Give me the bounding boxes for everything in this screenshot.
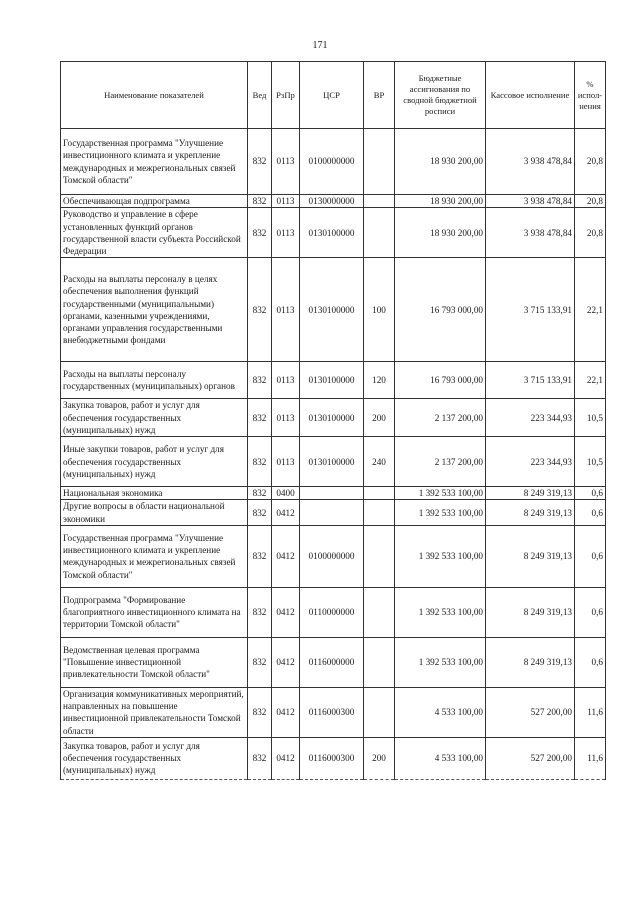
- budget-table: [60, 61, 606, 780]
- row-vr: [364, 195, 395, 208]
- row-cash-execution: 8 249 319,13: [486, 500, 575, 525]
- row-ved: 832: [248, 587, 272, 637]
- row-csr: 0100000000: [300, 525, 364, 587]
- row-name: Иные закупки товаров, работ и услуг для обеспечения государственных (муниципальных) нужд: [61, 437, 248, 487]
- row-budget-assignment: 2 137 200,00: [395, 399, 486, 437]
- row-budget-assignment: 4 533 100,00: [395, 737, 486, 779]
- header-ved: Вед: [248, 62, 272, 129]
- row-budget-assignment: 18 930 200,00: [395, 129, 486, 195]
- row-csr: [300, 500, 364, 525]
- table-row: [61, 687, 606, 737]
- row-ved: 832: [248, 437, 272, 487]
- row-rzpr: 0113: [272, 362, 300, 399]
- header-budget-assignments: Бюджетные ассигнования по сводной бюджетной росписи: [395, 62, 486, 129]
- table-row: [61, 129, 606, 195]
- row-vr: [364, 687, 395, 737]
- row-execution-percent: 0,6: [575, 525, 606, 587]
- row-name: Другие вопросы в области национальной экономики: [61, 500, 248, 525]
- table-row: [61, 399, 606, 437]
- row-csr: 0130100000: [300, 362, 364, 399]
- row-rzpr: 0412: [272, 637, 300, 687]
- row-vr: 200: [364, 737, 395, 779]
- row-execution-percent: 0,6: [575, 587, 606, 637]
- table-row: [61, 587, 606, 637]
- row-name: Ведомственная целевая программа "Повышение инвестиционной привлекательности Томской области": [61, 637, 248, 687]
- table-row: [61, 195, 606, 208]
- row-csr: 0130100000: [300, 399, 364, 437]
- row-cash-execution: 223 344,93: [486, 399, 575, 437]
- row-rzpr: 0412: [272, 525, 300, 587]
- row-ved: 832: [248, 399, 272, 437]
- table-header-row: [61, 62, 606, 129]
- row-ved: 832: [248, 637, 272, 687]
- row-cash-execution: 8 249 319,13: [486, 587, 575, 637]
- row-csr: [300, 487, 364, 500]
- header-execution-percent: % испол-нения: [575, 62, 606, 129]
- row-execution-percent: 22,1: [575, 362, 606, 399]
- row-execution-percent: 10,5: [575, 437, 606, 487]
- row-execution-percent: 22,1: [575, 258, 606, 362]
- row-name: Закупка товаров, работ и услуг для обеспечения государственных (муниципальных) нужд: [61, 737, 248, 779]
- row-cash-execution: 3 938 478,84: [486, 208, 575, 258]
- row-rzpr: 0412: [272, 737, 300, 779]
- row-csr: 0130100000: [300, 208, 364, 258]
- row-rzpr: 0412: [272, 587, 300, 637]
- row-budget-assignment: 2 137 200,00: [395, 437, 486, 487]
- row-execution-percent: 0,6: [575, 637, 606, 687]
- row-ved: 832: [248, 195, 272, 208]
- row-execution-percent: 20,8: [575, 129, 606, 195]
- row-cash-execution: 527 200,00: [486, 687, 575, 737]
- row-csr: 0100000000: [300, 129, 364, 195]
- row-csr: 0116000300: [300, 737, 364, 779]
- row-budget-assignment: 1 392 533 100,00: [395, 500, 486, 525]
- row-name: Государственная программа "Улучшение инвестиционного климата и укрепление международных и межрегиональных связей Томской области": [61, 129, 248, 195]
- row-execution-percent: 20,8: [575, 195, 606, 208]
- row-ved: 832: [248, 129, 272, 195]
- row-cash-execution: 3 938 478,84: [486, 195, 575, 208]
- row-name: Организация коммуникативных мероприятий, направленных на повышение инвестиционной привлекательности Томской области: [61, 687, 248, 737]
- row-name: Расходы на выплаты персоналу в целях обеспечения выполнения функций государственными (муниципальными) органами, казенными учреждениями, органами управления государственными внебюджетными фондами: [61, 258, 248, 362]
- row-execution-percent: 0,6: [575, 500, 606, 525]
- row-cash-execution: 8 249 319,13: [486, 637, 575, 687]
- row-budget-assignment: 1 392 533 100,00: [395, 487, 486, 500]
- row-execution-percent: 11,6: [575, 737, 606, 779]
- row-name: Государственная программа "Улучшение инвестиционного климата и укрепление международных и межрегиональных связей Томской области": [61, 525, 248, 587]
- row-rzpr: 0113: [272, 258, 300, 362]
- row-ved: 832: [248, 362, 272, 399]
- header-name: Наименование показателей: [61, 62, 248, 129]
- row-vr: [364, 500, 395, 525]
- row-cash-execution: 8 249 319,13: [486, 487, 575, 500]
- header-vr: ВР: [364, 62, 395, 129]
- row-budget-assignment: 18 930 200,00: [395, 195, 486, 208]
- row-cash-execution: 3 715 133,91: [486, 362, 575, 399]
- row-rzpr: 0113: [272, 208, 300, 258]
- row-vr: [364, 637, 395, 687]
- row-csr: 0130000000: [300, 195, 364, 208]
- row-vr: [364, 525, 395, 587]
- row-execution-percent: 20,8: [575, 208, 606, 258]
- row-ved: 832: [248, 500, 272, 525]
- row-ved: 832: [248, 687, 272, 737]
- table-row: [61, 500, 606, 525]
- row-ved: 832: [248, 487, 272, 500]
- row-budget-assignment: 1 392 533 100,00: [395, 525, 486, 587]
- row-vr: [364, 487, 395, 500]
- table-row: [61, 637, 606, 687]
- table-row: [61, 208, 606, 258]
- row-budget-assignment: 4 533 100,00: [395, 687, 486, 737]
- row-budget-assignment: 1 392 533 100,00: [395, 637, 486, 687]
- row-rzpr: 0412: [272, 687, 300, 737]
- row-execution-percent: 10,5: [575, 399, 606, 437]
- row-csr: 0130100000: [300, 437, 364, 487]
- row-rzpr: 0400: [272, 487, 300, 500]
- row-budget-assignment: 16 793 000,00: [395, 258, 486, 362]
- row-name: Закупка товаров, работ и услуг для обеспечения государственных (муниципальных) нужд: [61, 399, 248, 437]
- row-cash-execution: 3 938 478,84: [486, 129, 575, 195]
- row-cash-execution: 8 249 319,13: [486, 525, 575, 587]
- row-vr: 120: [364, 362, 395, 399]
- row-name: Обеспечивающая подпрограмма: [61, 195, 248, 208]
- row-csr: 0110000000: [300, 587, 364, 637]
- row-ved: 832: [248, 208, 272, 258]
- row-budget-assignment: 16 793 000,00: [395, 362, 486, 399]
- table-row: [61, 525, 606, 587]
- row-execution-percent: 0,6: [575, 487, 606, 500]
- row-name: Расходы на выплаты персоналу государственных (муниципальных) органов: [61, 362, 248, 399]
- row-name: Руководство и управление в сфере установленных функций органов государственной власти субъекта Российской Федерации: [61, 208, 248, 258]
- row-ved: 832: [248, 258, 272, 362]
- row-csr: 0130100000: [300, 258, 364, 362]
- header-cash-execution: Кассовое исполнение: [486, 62, 575, 129]
- row-vr: [364, 129, 395, 195]
- row-vr: [364, 208, 395, 258]
- table-row: [61, 487, 606, 500]
- row-ved: 832: [248, 525, 272, 587]
- row-name: Национальная экономика: [61, 487, 248, 500]
- row-vr: 240: [364, 437, 395, 487]
- row-vr: 200: [364, 399, 395, 437]
- table-body: [61, 129, 606, 780]
- page-number: 171: [312, 40, 328, 51]
- table-row: [61, 737, 606, 779]
- row-name: Подпрограмма "Формирование благоприятного инвестиционного климата на территории Томской области": [61, 587, 248, 637]
- row-rzpr: 0113: [272, 437, 300, 487]
- row-cash-execution: 527 200,00: [486, 737, 575, 779]
- row-ved: 832: [248, 737, 272, 779]
- row-rzpr: 0113: [272, 129, 300, 195]
- row-csr: 0116000300: [300, 687, 364, 737]
- row-vr: 100: [364, 258, 395, 362]
- row-execution-percent: 11,6: [575, 687, 606, 737]
- row-rzpr: 0113: [272, 195, 300, 208]
- row-rzpr: 0412: [272, 500, 300, 525]
- table-row: [61, 362, 606, 399]
- table-row: [61, 258, 606, 362]
- row-csr: 0116000000: [300, 637, 364, 687]
- row-rzpr: 0113: [272, 399, 300, 437]
- header-csr: ЦСР: [300, 62, 364, 129]
- row-cash-execution: 223 344,93: [486, 437, 575, 487]
- table-row: [61, 437, 606, 487]
- row-vr: [364, 587, 395, 637]
- row-budget-assignment: 1 392 533 100,00: [395, 587, 486, 637]
- row-cash-execution: 3 715 133,91: [486, 258, 575, 362]
- header-rzpr: РзПр: [272, 62, 300, 129]
- row-budget-assignment: 18 930 200,00: [395, 208, 486, 258]
